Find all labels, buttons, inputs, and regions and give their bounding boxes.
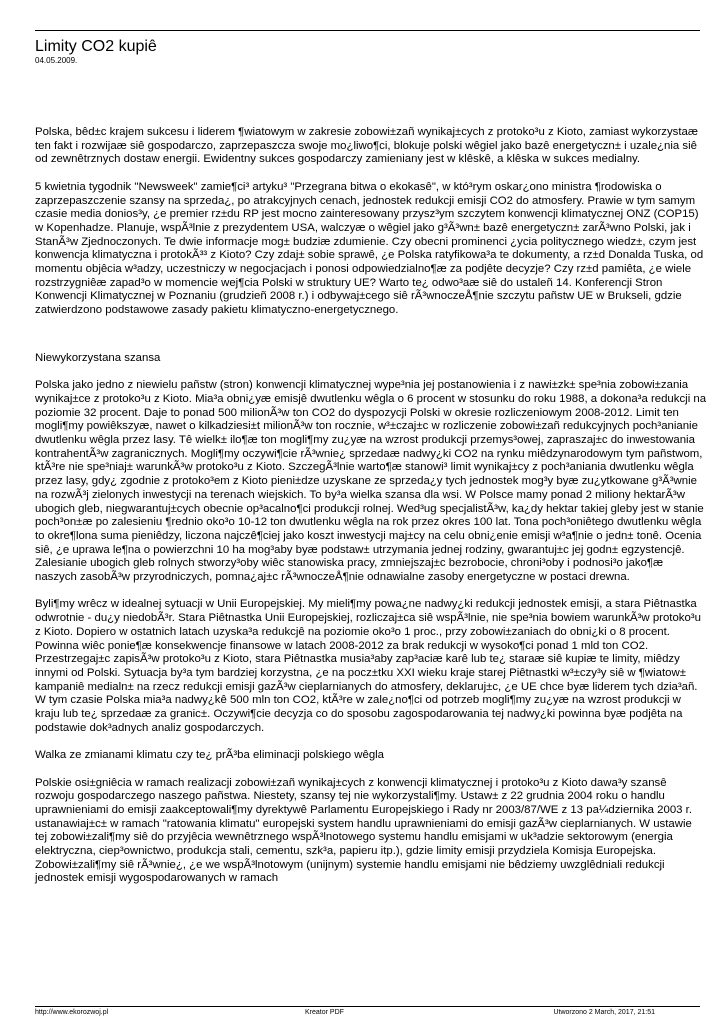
article-title: Limity CO2 kupiê xyxy=(35,38,157,55)
section-heading-niewykorzystana: Niewykorzystana szansa xyxy=(35,351,161,364)
footer-creator: Kreator PDF xyxy=(305,1009,344,1016)
bottom-rule xyxy=(35,1006,700,1007)
footer-created: Utworzono 2 March, 2017, 21:51 xyxy=(553,1009,655,1016)
paragraph-osiagniecia: Polskie osi±gniêcia w ramach realizacji zobowi±zañ wynikaj±cych z konwencji klimatycznej i protoko³u z Kioto dawa³y szansê rozwoju gospodarczego naszego pañstwa. Niestety, szansy tej nie wykorzystali¶my. Ustaw± z 22 grudnia 2004 roku o handlu uprawnieniami do emisji zaakceptowali¶my dyrektywê Parlamentu Europejskiego i Rady nr 2003/87/WE z 13 pa¼dziernika 2003 r. ustanawiaj±c± w ramach "ratowania klimatu" europejski system handlu uprawnieniami do emisji gazÃ³w cieplarnianych. W ustawie tej zobowi±zali¶my siê do przyjêcia wewnêtrznego wspÃ³lnotowego systemu handlu emisjami w uk³adzie sektorowym (energia elektryczna, ciep³ownictwo, produkcja stali, cementu, szk³a, papieru itp.), gdzie limity emisji przydziela Komisja Europejska. Zobowi±zali¶my siê rÃ³wnie¿, ¿e we wspÃ³lnotowym (unijnym) systemie handlu emisjami nie bêdziemy uwzglêdniali redukcji jednostek emisji wygospodarowanych w ramach xyxy=(35,776,692,885)
top-rule xyxy=(35,30,700,31)
section-heading-walka: Walka ze zmianami klimatu czy te¿ prÃ³ba eliminacji polskiego wêgla xyxy=(35,749,385,762)
footer-url: http://www.ekorozwoj.pl xyxy=(35,1009,109,1016)
paragraph-szansa: Polska jako jedno z niewielu pañstw (stron) konwencji klimatycznej wype³nia jej postanowienia i z nawi±zk± spe³nia zobowi±zania wynikaj±ce z protoko³u z Kioto. Mia³a obni¿yæ emisjê dwutlenku wêgla o 6 procent w stosunku do roku 1988, a dokona³a redukcji na poziomie 32 procent. Daje to ponad 500 milionÃ³w ton CO2 do dyspozycji Polski w okresie rozliczeniowym 2008-2012. Limit ten mogli¶my powiêkszyæ, nawet o kilkadziesi±t milionÃ³w ton rocznie, w³±czaj±c w rozliczenie zobowi±zañ redukcyjnych poch³anianie dwutlenku wêgla przez lasy. Tê wielk± ilo¶æ ton mogli¶my zu¿yæ na wzrost produkcji przemys³owej, zapraszaj±c do inwestowania kontrahentÃ³w zagranicznych. Mogli¶my oczywi¶cie rÃ³wnie¿ sprzedaæ nadwy¿ki CO2 na rynku miêdzynarodowym tym pañstwom, ktÃ³re nie spe³niaj± warunkÃ³w protoko³u z Kioto. SzczegÃ³lnie warto¶æ stanowi³ limit wynikaj±cy z poch³aniania dwutlenku wêgla przez lasy, gdy¿ zgodnie z protoko³em z Kioto pieni±dze uzyskane ze sprzeda¿y tych jednostek mog³y byæ zu¿ytkowane g³Ã³wnie na rozwÃ³j zielonych inwestycji na terenach wiejskich. To by³a wielka szansa dla wsi. W Polsce mamy ponad 2 miliony hektarÃ³w ubogich gleb, niegwarantuj±cych obecnie op³acalno¶ci produkcji rolnej. Wed³ug specjalistÃ³w, ka¿dy hektar takiej gleby jest w stanie poch³on±æ po zalesieniu ¶rednio oko³o 10-12 ton dwutlenku wêgla na rok przez okres 100 lat. Tona poch³oniêtego dwutlenku wêgla to okre¶lona suma pieniêdzy, liczona najczê¶ciej jako koszt inwestycji maj±cy na celu obni¿enie emisji w³a¶nie o jedn± tonê. Ocenia siê, ¿e uprawa le¶na o powierzchni 10 ha mog³aby byæ podstaw± utrzymania jednej rodziny, gwarantuj±c jej godn± egzystencjê. Zalesianie ubogich gleb rolnych stworzy³oby wiêc stanowiska pracy, zmniejszaj±c bezrobocie, chroni³oby i podnosi³o jako¶æ naszych zasobÃ³w przyrodniczych, pomna¿aj±c rÃ³wnoczeÅ¶nie odnawialne zasoby energetyczne w postaci drewna. xyxy=(35,379,707,584)
paragraph-intro: Polska, bêd±c krajem sukcesu i liderem ¶wiatowym w zakresie zobowi±zañ wynikaj±cych z protoko³u z Kioto, zamiast wykorzystaæ ten fakt i rozwijaæ siê gospodarczo, zaprzepaszcza swoje mo¿liwo¶ci, blokuje polski wêgiel jako bazê energetyczn± i uzale¿nia siê od zewnêtrznych dostaw energii. Ewidentny sukces gospodarczy zamieniany jest w klêskê, a klêska w sukces medialny. xyxy=(35,126,698,166)
paragraph-unia: Byli¶my wrêcz w idealnej sytuacji w Unii Europejskiej. My mieli¶my powa¿ne nadwy¿ki redukcji jednostek emisji, a stara Piêtnastka odwrotnie - du¿y niedobÃ³r. Stara Piêtnastka Unii Europejskiej, rozliczaj±ca siê wspÃ³lnie, nie spe³nia bowiem warunkÃ³w protoko³u z Kioto. Dopiero w ostatnich latach uzyska³a redukcjê na poziomie oko³o 1 proc., przy zobowi±zaniach do obni¿ki o 8 procent. Powinna wiêc ponie¶æ konsekwencje finansowe w latach 2008-2012 za brak redukcji w wysoko¶ci ponad 1 mld ton CO2. Przestrzegaj±c zapisÃ³w protoko³u z Kioto, stara Piêtnastka musia³aby zap³aciæ karê lub te¿ staraæ siê kupiæ te limity, miêdzy innymi od Polski. Sytuacja by³a tym bardziej korzystna, ¿e na pocz±tku XXI wieku kraje starej Piêtnastki w³±czy³y siê w ¶wiatow± kampaniê medialn± na rzecz redukcji emisji gazÃ³w cieplarnianych do atmosfery, deklaruj±c, ¿e UE chce byæ liderem tych dzia³añ. W tym czasie Polska mia³a nadwy¿kê 500 mln ton CO2, ktÃ³re w zale¿no¶ci od potrzeb mogli¶my zu¿yæ na wzrost produkcji w kraju lub te¿ sprzedaæ za granic±. Oczywi¶cie decyzja co do sposobu zagospodarowania tej nadwy¿ki powinna byæ podjêta na podstawie dok³adnych analiz gospodarczych. xyxy=(35,598,701,734)
article-date: 04.05.2009. xyxy=(35,56,78,65)
article-body xyxy=(35,126,707,900)
paragraph-newsweek: 5 kwietnia tygodnik "Newsweek" zamie¶ci³ artyku³ "Przegrana bitwa o ekokasê", w któ³rym oskar¿ono ministra ¶rodowiska o zaprzepaszczenie szansy na sprzeda¿, po atrakcyjnych cenach, jednostek redukcji emisji CO2 do atmosfery. Prawie w tym samym czasie media donios³y, ¿e premier rz±du RP jest mocno zainteresowany przysz³ym szczytem konwencji klimatycznej ONZ (COP15) w Kopenhadze. Planuje, wspÃ³lnie z prezydentem USA, walczyæ o wêgiel jako g³Ã³wn± bazê energetyczn± zarÃ³wno Polski, jak i StanÃ³w Zjednoczonych. Te dwie informacje mog± budziæ zdumienie. Czy obecni prominenci ¿ycia politycznego wiedz±, czym jest konwencja klimatyczna i protokÃ³³ z Kioto? Czy zdaj± sobie sprawê, ¿e Polska ratyfikowa³a te dokumenty, a rz±d Donalda Tuska, od momentu objêcia w³adzy, uczestniczy w negocjacjach i ponosi odpowiedzialno¶æ za podjête decyzje? Czy rz±d pamiêta, ¿e wiele rozstrzygniêæ zapad³o w momencie wej¶cia Polski w struktury UE? Warto te¿ odwo³aæ siê do ustaleñ 14. Konferencji Stron Konwencji Klimatycznej w Poznaniu (grudzieñ 2008 r.) i odbywaj±cego siê rÃ³wnoczeÅ¶nie szczytu pañstw UE w Brukseli, gdzie zatwierdzono podstawowe zasady pakietu klimatyczno-energetycznego. xyxy=(35,180,704,317)
